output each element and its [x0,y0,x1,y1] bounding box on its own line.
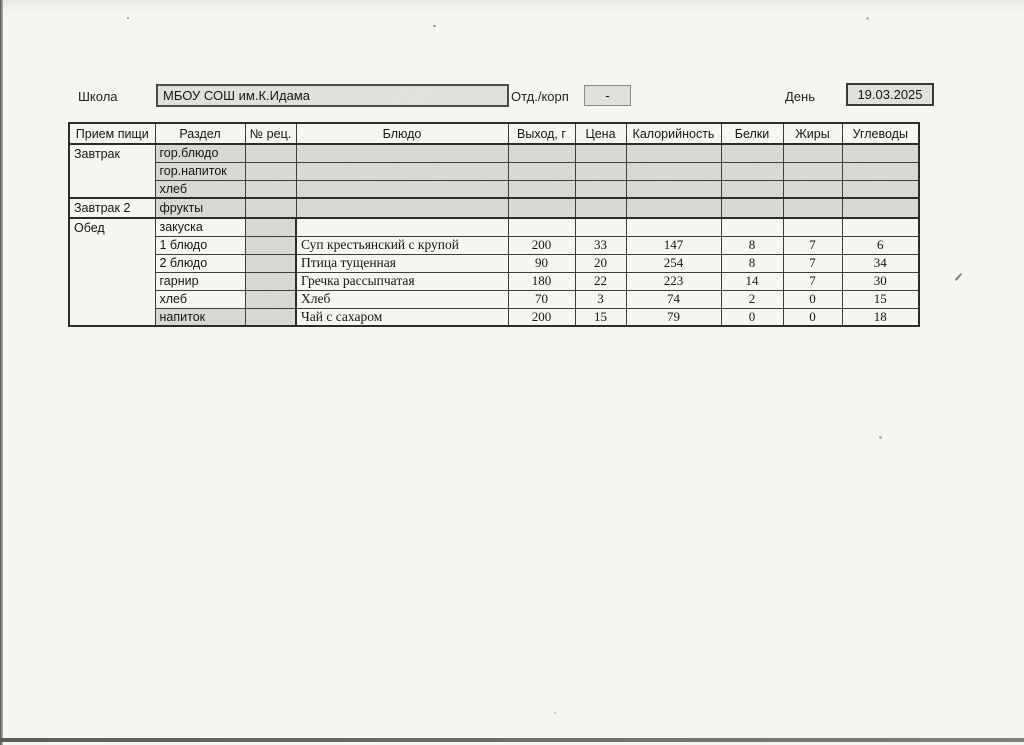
section-cell: гарнир [155,272,245,290]
price-cell: 20 [575,254,626,272]
table-row [69,272,919,290]
price-cell [575,218,626,236]
scan-speck [955,273,963,281]
column-header: Выход, г [508,123,575,144]
day-value: 19.03.2025 [857,87,923,102]
column-header: Жиры [783,123,842,144]
recipe-no-cell [245,254,296,272]
weight-cell: 200 [508,308,575,326]
carbs-cell [842,144,919,162]
protein-cell [721,198,783,218]
table-row [69,218,919,236]
weight-cell [508,218,575,236]
section-cell: хлеб [155,290,245,308]
dish-cell [296,162,508,180]
column-header: Углеводы [842,123,919,144]
carbs-cell: 34 [842,254,919,272]
section-cell: гор.напиток [155,162,245,180]
calories-cell [626,218,721,236]
scan-edge-top [0,0,1024,12]
dept-field [584,85,631,106]
section-cell: напиток [155,308,245,326]
table-row [69,198,919,218]
calories-cell: 79 [626,308,721,326]
menu-table-head-row [69,123,919,144]
scan-speck [554,712,556,714]
menu-table-body [69,144,919,326]
fat-cell [783,180,842,198]
scan-edge-left [0,0,3,745]
recipe-no-cell [245,198,296,218]
scan-speck [879,436,882,439]
protein-cell: 2 [721,290,783,308]
calories-cell: 254 [626,254,721,272]
fat-cell [783,198,842,218]
price-cell [575,198,626,218]
calories-cell: 147 [626,236,721,254]
weight-cell: 180 [508,272,575,290]
carbs-cell: 15 [842,290,919,308]
recipe-no-cell [245,162,296,180]
carbs-cell [842,218,919,236]
weight-cell: 70 [508,290,575,308]
column-header: Белки [721,123,783,144]
protein-cell [721,162,783,180]
table-row [69,162,919,180]
fat-cell [783,162,842,180]
column-header: Раздел [155,123,245,144]
dish-cell [296,218,508,236]
table-row [69,236,919,254]
calories-cell [626,180,721,198]
fat-cell [783,144,842,162]
protein-cell: 0 [721,308,783,326]
scan-speck [127,17,129,19]
protein-cell [721,218,783,236]
carbs-cell: 30 [842,272,919,290]
menu-table [68,122,920,327]
weight-cell [508,180,575,198]
price-cell [575,162,626,180]
dish-cell: Суп крестьянский с крупой [296,236,508,254]
scan-speck [433,25,436,27]
weight-cell [508,162,575,180]
weight-cell [508,144,575,162]
scan-edge-bottom [0,738,1024,742]
carbs-cell [842,180,919,198]
protein-cell: 8 [721,254,783,272]
table-row [69,290,919,308]
section-cell: закуска [155,218,245,236]
section-cell: 2 блюдо [155,254,245,272]
protein-cell: 14 [721,272,783,290]
fat-cell: 7 [783,272,842,290]
table-row [69,180,919,198]
dish-cell: Хлеб [296,290,508,308]
weight-cell: 90 [508,254,575,272]
section-cell: фрукты [155,198,245,218]
day-field [846,83,934,106]
meal-cell: Завтрак [69,144,155,198]
scan-speck [866,17,869,20]
section-cell: гор.блюдо [155,144,245,162]
section-cell: хлеб [155,180,245,198]
carbs-cell: 6 [842,236,919,254]
dept-value: - [605,88,610,103]
dept-label: Отд./корп [511,89,569,104]
dish-cell [296,144,508,162]
table-row [69,308,919,326]
fat-cell: 7 [783,254,842,272]
recipe-no-cell [245,272,296,290]
school-value: МБОУ СОШ им.К.Идама [163,88,310,103]
recipe-no-cell [245,144,296,162]
weight-cell [508,198,575,218]
carbs-cell [842,198,919,218]
protein-cell: 8 [721,236,783,254]
protein-cell [721,144,783,162]
dish-cell [296,180,508,198]
dish-cell: Гречка рассыпчатая [296,272,508,290]
dish-cell: Птица тущенная [296,254,508,272]
fat-cell: 0 [783,290,842,308]
fat-cell [783,218,842,236]
dish-cell: Чай с сахаром [296,308,508,326]
price-cell: 3 [575,290,626,308]
recipe-no-cell [245,236,296,254]
carbs-cell: 18 [842,308,919,326]
recipe-no-cell [245,218,296,236]
recipe-no-cell [245,180,296,198]
school-label: Школа [78,89,118,104]
price-cell [575,180,626,198]
section-cell: 1 блюдо [155,236,245,254]
column-header: Цена [575,123,626,144]
dish-cell [296,198,508,218]
fat-cell: 0 [783,308,842,326]
carbs-cell [842,162,919,180]
calories-cell [626,162,721,180]
calories-cell: 223 [626,272,721,290]
recipe-no-cell [245,308,296,326]
price-cell: 15 [575,308,626,326]
calories-cell [626,198,721,218]
meal-cell: Завтрак 2 [69,198,155,218]
price-cell [575,144,626,162]
school-field [156,84,509,107]
price-cell: 22 [575,272,626,290]
protein-cell [721,180,783,198]
column-header: Калорийность [626,123,721,144]
table-row [69,254,919,272]
day-label: День [785,89,815,104]
column-header: Прием пищи [69,123,155,144]
column-header: № рец. [245,123,296,144]
table-row [69,144,919,162]
column-header: Блюдо [296,123,508,144]
recipe-no-cell [245,290,296,308]
calories-cell [626,144,721,162]
calories-cell: 74 [626,290,721,308]
meal-cell: Обед [69,218,155,326]
fat-cell: 7 [783,236,842,254]
weight-cell: 200 [508,236,575,254]
price-cell: 33 [575,236,626,254]
